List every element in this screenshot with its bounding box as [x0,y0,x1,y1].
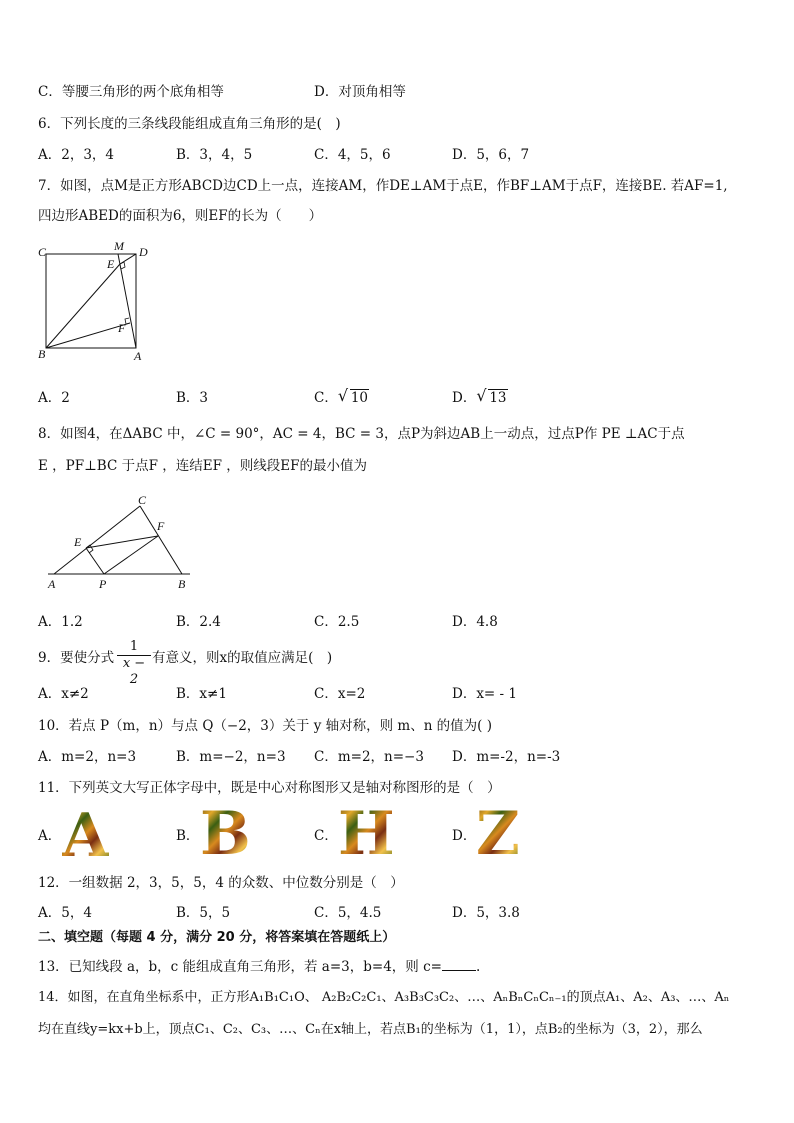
q8-stem-line1: 8．如图4，在ΔABC 中，∠C = 90°，AC = 4，BC = 3，点P为斜边AB上一动点，过点P作 PE ⊥AC于点 [38,426,685,442]
q12-option-d: D．5，3.8 [452,905,520,921]
segment-ef [86,536,158,548]
label-b8: B [178,577,186,591]
q10-option-b: B．m=−2，n=3 [176,749,286,765]
q8-option-c: C．2.5 [314,614,360,630]
q10-option-d: D．m=-2，n=-3 [452,749,561,765]
q8-option-d: D．4.8 [452,614,498,630]
q12-option-c: C．5，4.5 [314,905,382,921]
option-c-label: C． [314,390,338,406]
label-c8: C [138,493,147,507]
right-angle-mark-f [125,318,130,324]
label-c: C [38,245,47,259]
answer-blank [442,956,476,971]
fraction-denominator: x − 2 [117,655,151,688]
q9-stem-post: 有意义，则x的取值应满足( ) [152,650,333,666]
letter-h-image: H [338,799,395,869]
q9-option-c: C．x=2 [314,686,366,702]
q9-option-a: A．x≠2 [38,686,89,702]
label-e: E [107,257,115,271]
letter-b-image: B [200,799,251,869]
segment-pf [104,536,158,574]
label-e8: E [74,535,82,549]
q9-fraction [117,639,151,688]
q7-stem-line2: 四边形ABED的面积为6，则EF的长为（ ） [38,208,323,224]
q7-option-b: B．3 [176,390,209,406]
sqrt-13: √ 13 [476,386,507,406]
label-m: M [114,239,124,253]
label-f8: F [157,519,165,533]
label-p8: P [99,577,107,591]
sqrt-10-radicand: 10 [350,390,369,406]
q7-option-d [452,388,508,408]
q13-period: . [475,959,481,975]
label-f: F [118,321,126,335]
q11-option-d: D． [452,828,477,844]
sqrt-13-radicand: 13 [489,390,507,406]
q6-option-b: B．3，4，5 [176,147,253,163]
sqrt-10: √ 10 [337,386,369,406]
q12-option-b: B．5，5 [176,905,231,921]
q11-option-a: A． [38,828,62,844]
q13-stem [38,956,480,977]
q9-stem-pre: 9．要使分式 [38,650,115,666]
segment-be [46,264,120,348]
q6-option-c: C．4，5，6 [314,147,391,163]
q10-stem: 10．若点 P（m，n）与点 Q（−2，3）关于 y 轴对称，则 m、n 的值为( ) [38,718,493,734]
label-a8: A [48,577,56,591]
q7-stem-line1: 7．如图，点M是正方形ABCD边CD上一点，连接AM，作DE⊥AM于点E，作BF⊥AM于点F，连接BE. 若AF=1, [38,178,728,194]
q5-option-c: C．等腰三角形的两个底角相等 [38,84,224,100]
q8-triangle-figure [44,493,214,592]
q11-option-c: C． [314,828,338,844]
q8-stem-line2: E ，PF⊥BC 于点F ，连结EF ，则线段EF的最小值为 [38,458,367,474]
q11-stem: 11．下列英文大写正体字母中，既是中心对称图形又是轴对称图形的是（ ） [38,780,501,796]
q8-option-a: A．1.2 [38,614,83,630]
q11-option-b: B． [176,828,200,844]
q7-square-figure [36,239,156,363]
q14-stem-line2: 均在直线y=kx+b上，顶点C₁、C₂、C₃、…、Cₙ在x轴上，若点B₁的坐标为（1，1），点B₂的坐标为（3，2），那么 [38,1022,703,1037]
q7-option-a: A．2 [38,390,70,406]
q12-option-a: A．5，4 [38,905,92,921]
q10-option-a: A．m=2，n=3 [38,749,137,765]
letter-z-image: Z [476,799,520,869]
q8-option-b: B．2.4 [176,614,221,630]
option-d-label: D． [452,390,477,406]
label-a: A [134,349,142,363]
letter-a-image: A [62,801,109,871]
q7-option-c [314,388,369,408]
section-2-heading: 二、填空题（每题 4 分，满分 20 分，将答案填在答题纸上） [38,930,396,945]
q6-option-a: A．2，3，4 [38,147,115,163]
label-d: D [139,245,148,259]
q13-stem-text: 13．已知线段 a，b，c 能组成直角三角形，若 a=3，b=4，则 c= [38,959,442,975]
q12-stem: 12．一组数据 2，3，5，5，4 的众数、中位数分别是（ ） [38,875,404,891]
q10-option-c: C．m=2，n=−3 [314,749,424,765]
fraction-numerator: 1 [129,639,139,654]
label-b: B [38,347,46,361]
q9-option-d: D．x= - 1 [452,686,517,702]
q14-stem-line1: 14．如图，在直角坐标系中，正方形A₁B₁C₁O、 A₂B₂C₂C₁、A₃B₃C₃C₂、…、AₙBₙCₙCₙ₋₁的顶点A₁、A₂、A₃、…、Aₙ [38,990,730,1005]
q6-option-d: D．5，6，7 [452,147,530,163]
q5-option-d: D．对顶角相等 [314,84,406,100]
q9-option-b: B．x≠1 [176,686,227,702]
q6-stem: 6．下列长度的三条线段能组成直角三角形的是( ) [38,116,341,132]
segment-pe [86,548,104,574]
side-bc [140,506,182,574]
